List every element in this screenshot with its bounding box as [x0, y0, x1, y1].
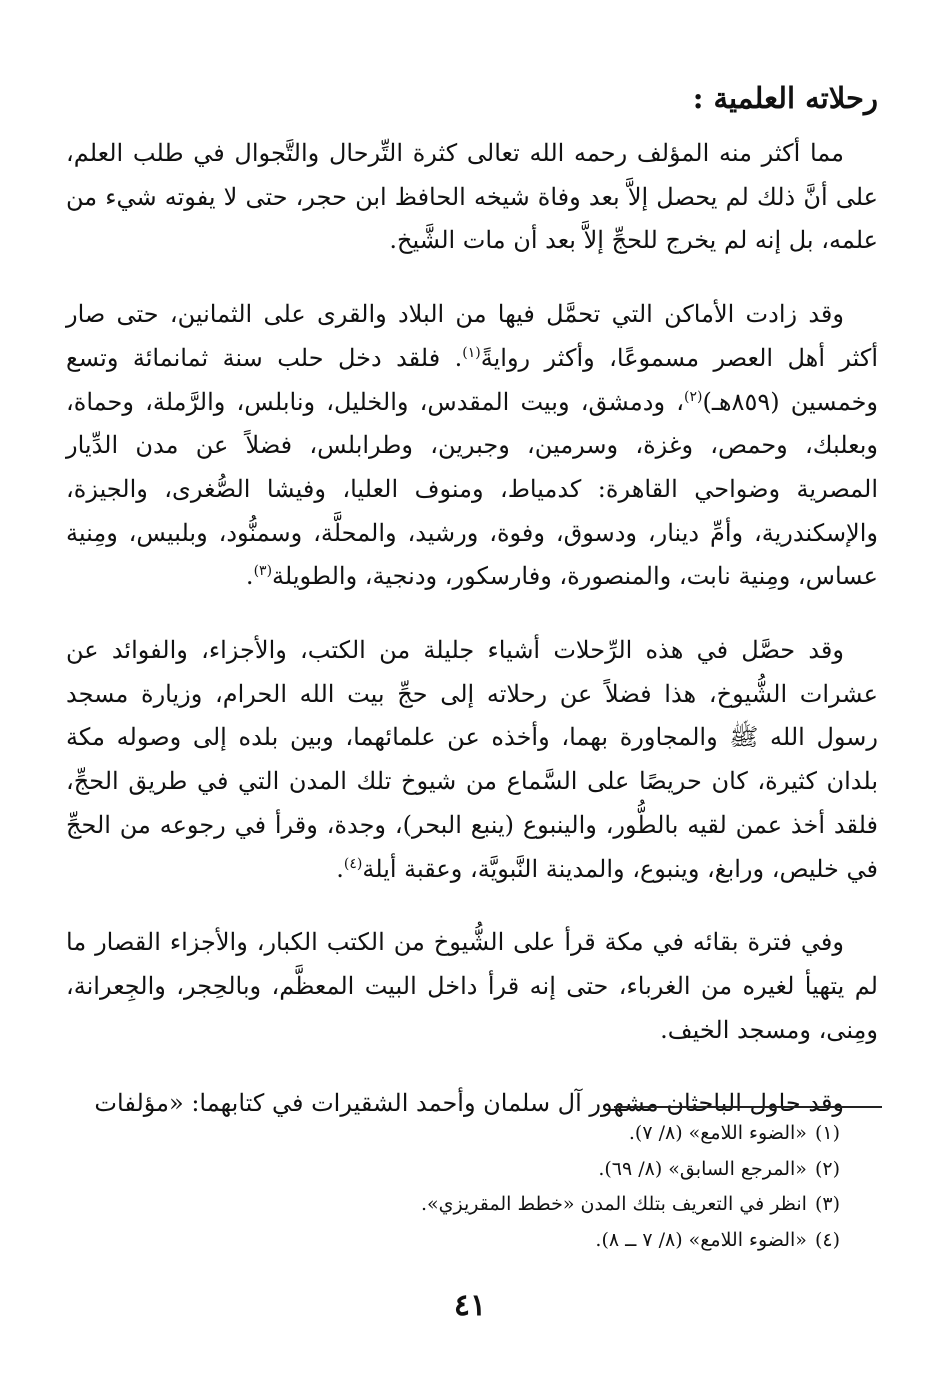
footnote-divider	[614, 1106, 882, 1108]
footnote-1	[140, 1116, 840, 1152]
paragraph-2-text-b: . فلقد دخل حلب سنة ثمانمائة وتسع وخمسين (٨٥٩هـ)	[66, 343, 878, 416]
main-text	[66, 72, 878, 1126]
section-heading: رحلاته العلمية :	[692, 81, 878, 115]
paragraph-4-text: وفي فترة بقائه في مكة قرأ على الشُّيوخ من الكتب الكبار، والأجزاء القصار ما لم يتهيأ لغيره من الغرباء، حتى إنه قرأ داخل البيت المعظَّم، وبالحِجر، والجِعرانة، ومِنى، ومسجد الخيف.	[66, 928, 878, 1044]
footnote-ref-3: (٣)	[253, 563, 273, 580]
paragraph-3	[66, 629, 878, 891]
paragraph-2-text-a: وقد زادت الأماكن التي تحمَّل فيها من البلاد والقرى على الثمانين، حتى صار أكثر أهل العصر مسموعًا، وأكثر روايةً	[66, 300, 878, 372]
footnote-2	[140, 1152, 840, 1188]
paragraph-2-text-c: ، ودمشق، وبيت المقدس، والخليل، ونابلس، والرَّملة، وحماة، وبعلبك، وحمص، وغزة، وسرمين، وجبرين، وطرابلس، فضلاً عن مدن الدِّيار المصرية وضواحي القاهرة: كدمياط، ومنوف العليا، وفيشا الصُّغرى، والجيزة، والإسكندرية، وأمِّ دينار، ودسوق، وفوة، ورشيد، والمحلَّة، وسمنُّود، وبلبيس، ومِنية عساس، ومِنية نابت، والمنصورة، وفارسكور، ودنجية، والطويلة	[66, 387, 879, 591]
footnote-text: «الضوء اللامع» (٨/ ٧).	[628, 1122, 807, 1144]
paragraph-5-text: وقد حاول الباحثان مشهور آل سلمان وأحمد الشقيرات في كتابهما: «مؤلفات	[94, 1089, 844, 1118]
paragraph-4	[66, 921, 878, 1052]
footnote-number: (٤)	[814, 1228, 840, 1251]
page-number: ٤١	[453, 1288, 487, 1323]
footnote-number: (٢)	[814, 1157, 840, 1180]
paragraph-2	[66, 293, 878, 599]
paragraph-1	[66, 132, 878, 263]
paragraph-3-text-b: .	[336, 854, 344, 883]
footnote-ref-4: (٤)	[343, 855, 363, 872]
footnote-3	[140, 1187, 840, 1223]
footnote-number: (١)	[814, 1122, 840, 1144]
paragraph-1-text: مما أكثر منه المؤلف رحمه الله تعالى كثرة التِّرحال والتَّجوال في طلب العلم، على أنَّ ذلك لم يحصل إلاَّ بعد وفاة شيخه الحافظ ابن حجر، حتى لا يفوته شيء من علمه، بل إنه لم يخرج للحجِّ إلاَّ بعد أن مات الشَّيخ.	[66, 139, 878, 255]
footnote-number: (٣)	[814, 1193, 840, 1215]
footnote-ref-1: (١)	[462, 344, 481, 361]
paragraph-2-text-d: .	[245, 562, 254, 591]
footnote-text: انظر في التعريف بتلك المدن «خطط المقريزي».	[420, 1193, 807, 1215]
paragraph-3-text-a: وقد حصَّل في هذه الرِّحلات أشياء جليلة من الكتب، والأجزاء، والفوائد عن عشرات الشُّيوخ، هذا فضلاً عن رحلاته إلى حجِّ بيت الله الحرام، وزيارة مسجد رسول الله ﷺ والمجاورة بهما، وأخذه عن علمائهما، وبين بلده إلى وصوله مكة بلدان كثيرة، كان حريصًا على السَّماع من شيوخ تلك المدن التي في طريق الحجِّ، فلقد أخذ عمن لقيه بالطُّور، والينبوع (ينبع البحر)، وجدة، وقرأ في رجوعه من الحجِّ في خليص، ورابغ، وينبوع، والمدينة النَّبويَّة، وعقبة أيلة	[66, 636, 878, 883]
footnote-ref-2: (٢)	[684, 388, 703, 405]
footnotes	[140, 1116, 840, 1258]
footnote-text: «المرجع السابق» (٨/ ٦٩).	[598, 1157, 807, 1180]
footnote-4	[140, 1223, 840, 1259]
footnote-text: «الضوء اللامع» (٨/ ٧ ــ ٨).	[595, 1228, 807, 1251]
